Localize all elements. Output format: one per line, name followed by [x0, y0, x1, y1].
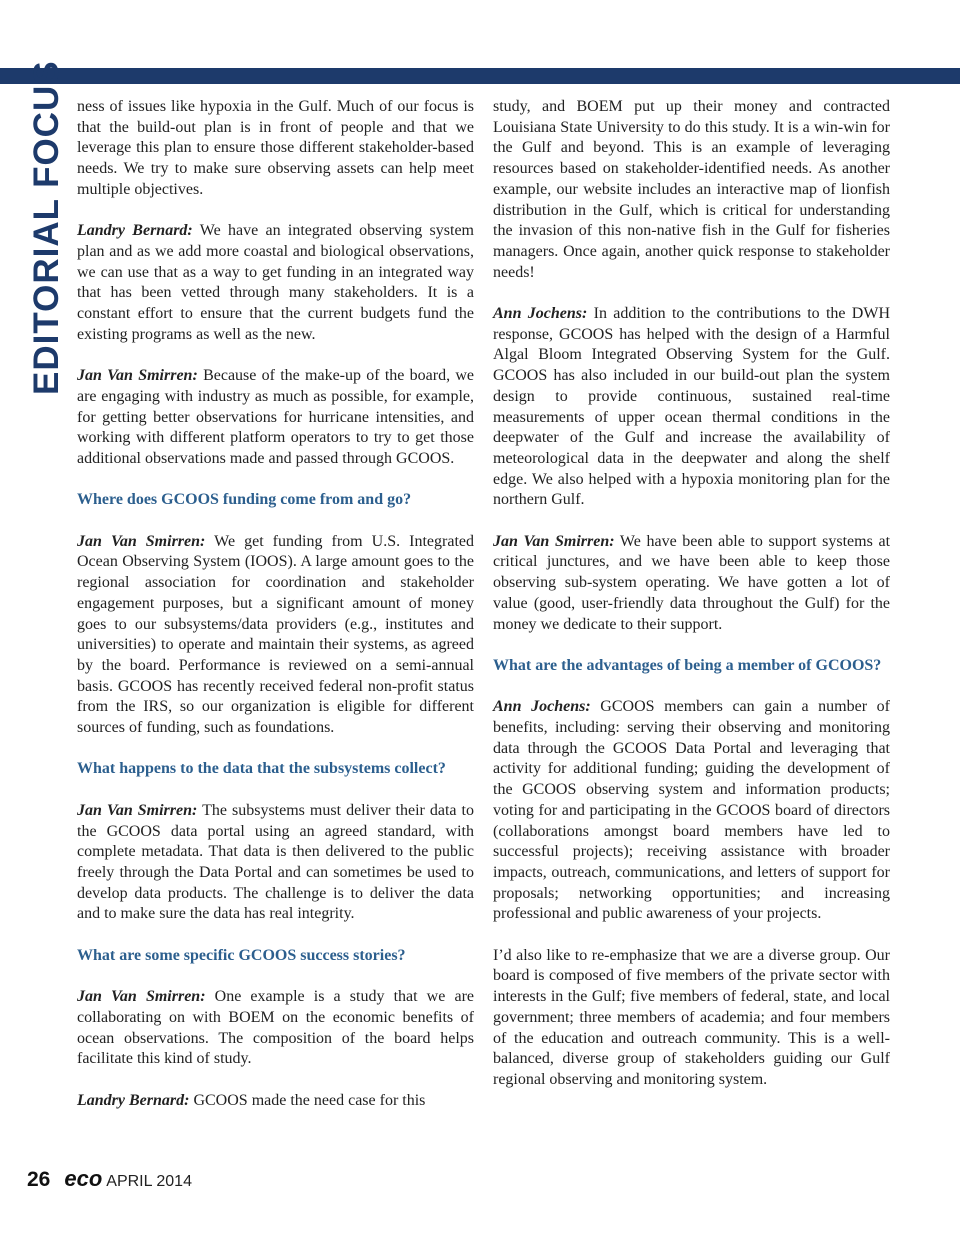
answer-text: We have an integrated observing system plan and as we add more coastal and biological observations, we can use that as a way to get funding in an integrated way that has been vetted through many stakeholders. It is a constant effort to ensure that the current budgets fund the existing programs as well as the new. [77, 222, 474, 343]
answer-text: GCOOS made the need case for this [193, 1091, 426, 1109]
body-paragraph: ness of issues like hypoxia in the Gulf. Much of our focus is that the build-out plan is in front of people and that we leverage this plan to ensure those different stakeholder-based needs. We try to make sure observing assets can help meet multiple objectives. [77, 98, 474, 198]
speaker-name: Ann Jochens: [493, 305, 588, 323]
speaker-name: Landry Bernard: [77, 222, 193, 240]
answer-text: In addition to the contributions to the DWH response, GCOOS has helped with the design of a Harmful Algal Bloom Integrated Observing System for the Gulf. GCOOS has also included in our build-out plan the system design to provide continuous, sustained real-time measurements of upper ocean thermal conditions in the deepwater of the Gulf and increase the availability of meteorological data in the deepwater and along the shelf edge. We also helped with a hypoxia monitoring plan for the northern Gulf. [493, 305, 891, 509]
interview-answer [77, 1091, 474, 1112]
page-footer [27, 1166, 192, 1196]
interview-answer [493, 532, 890, 636]
speaker-name: Jan Van Smirren: [77, 532, 206, 550]
interview-answer [77, 366, 474, 470]
body-paragraph: I’d also like to re-emphasize that we are a diverse group. Our board is composed of five members of the private sector with interests in the Gulf; five members of federal, state, and local government; three members of academia; and four members of the education and outreach community. This is a well-balanced, diverse group of stakeholders guiding our Gulf regional observing and monitoring system. [493, 946, 890, 1088]
issue-date: APRIL 2014 [106, 1173, 192, 1190]
right-column [493, 97, 890, 1091]
interview-question: What happens to the data that the subsystems collect? [77, 760, 446, 778]
answer-text: The subsystems must deliver their data to the GCOOS data portal using an agreed standard, with complete metadata. That data is then delivered to the public freely through the Data Portal and can sometimes be used to develop data products. The challenge is to deliver the data and to make sure the data has real integrity. [77, 801, 474, 923]
header-band [0, 68, 960, 84]
answer-text: We get funding from U.S. Integrated Ocean Observing System (IOOS). A large amount goes to the regional association for coordination and stakeholder engagement purposes, but a significant amount of money goes to our subsystems/data providers (e.g., institutes and universities) to operate and maintain their systems, as agreed by the board. Performance is reviewed on a semi-annual basis. GCOOS has recently received federal non-profit status from the IRS, so our organization is eligible for different sources of funding, such as foundations. [77, 532, 474, 737]
left-column [77, 97, 474, 1111]
interview-question: What are some specific GCOOS success stories? [77, 946, 406, 964]
speaker-name: Jan Van Smirren: [77, 367, 198, 385]
answer-text: GCOOS members can gain a number of benefits, including: serving their observing and monitoring data through the GCOOS Data Portal and leveraging that activity for additional funding; guiding the development of the GCOOS observing system and information products; voting for and participating in the GCOOS board of directors (collaborations amongst board members have led to successful projects); receiving assistance with broader impacts, outreach, communications, and letters of support for proposals; networking opportunities; and increasing professional and public awareness of your projects. [493, 698, 891, 923]
interview-answer [77, 532, 474, 739]
speaker-name: Jan Van Smirren: [77, 988, 206, 1006]
interview-answer [493, 697, 890, 925]
interview-answer [493, 304, 890, 511]
page-number: 26 [27, 1168, 51, 1191]
speaker-name: Landry Bernard: [77, 1091, 190, 1109]
interview-answer [77, 221, 474, 345]
interview-answer [77, 987, 474, 1070]
magazine-name: eco [64, 1166, 103, 1191]
answer-text: Because of the make-up of the board, we are engaging with industry as much as possible, for example, for getting better observations for hurricane intensities, and working with different platform operators to try to get those additional observations made and passed through GCOOS. [77, 367, 475, 467]
interview-answer [77, 801, 474, 925]
body-paragraph: study, and BOEM put up their money and contracted Louisiana State University to do this study. It is a win-win for the Gulf and beyond. This is an example of leveraging resources based on stakeholder-identified needs. As another example, our website includes an interactive map of lionfish distribution in the Gulf, which is critical for understanding the invasion of this non-native fish in the Gulf for fisheries managers. Once again, another quick response to stakeholder needs! [493, 98, 890, 281]
section-label: EDITORIAL FOCUS [27, 60, 66, 395]
answer-text: One example is a study that we are collaborating on with BOEM on the economic benefits of ocean observations. The composition of the board helps facilitate this kind of study. [77, 988, 474, 1068]
answer-text: We have been able to support systems at critical junctures, and we have been able to keep those observing sub-system operating. We have gotten a lot of value (good, user-friendly data throughout the Gulf) for the money we dedicate to their support. [493, 532, 891, 633]
interview-question: Where does GCOOS funding come from and go? [77, 491, 412, 509]
speaker-name: Jan Van Smirren: [493, 532, 615, 550]
speaker-name: Jan Van Smirren: [77, 801, 198, 819]
speaker-name: Ann Jochens: [493, 698, 591, 716]
interview-question: What are the advantages of being a member of GCOOS? [493, 656, 882, 674]
